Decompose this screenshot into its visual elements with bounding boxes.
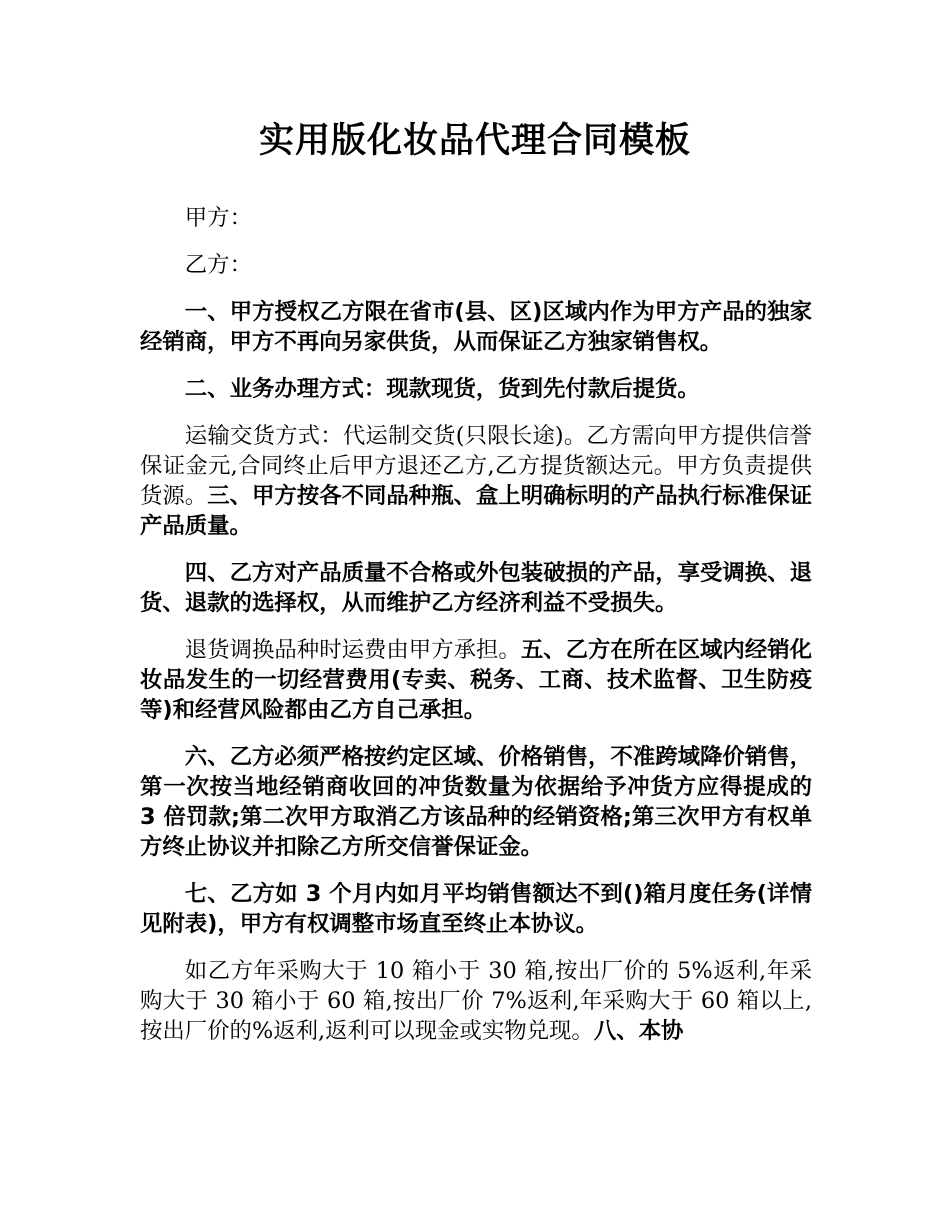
clause-3: 三、甲方按各不同品种瓶、盒上明确标明的产品执行标准保证产品质量。 bbox=[140, 483, 813, 539]
party-a-line: 甲方： bbox=[184, 205, 252, 231]
clause-4: 四、乙方对产品质量不合格或外包装破损的产品，享受调换、退货、退款的选择权，从而维护乙方经济利益不受损失。 bbox=[140, 560, 812, 616]
clause-5: 五、乙方在所在区域内经销化妆品发生的一切经营费用(专卖、税务、工商、技术监督、卫生防疫等)和经营风险都由乙方自己承担。 bbox=[140, 637, 813, 723]
clause-6: 六、乙方必须严格按约定区域、价格销售，不准跨域降价销售，第一次按当地经销商收回的冲货数量为依据给予冲货方应得提成的 3 倍罚款;第二次甲方取消乙方该品种的经销资格;第三次甲方有权单方终止协议并扣除乙方所交信誉保证金。 bbox=[140, 744, 812, 860]
transport-text: 运输交货方式：代运制交货(只限长途)。乙方需向甲方提供信誉保证金元,合同终止后甲方退还乙方,乙方提货额达元。甲方负责提供货源。 bbox=[140, 423, 812, 509]
document-body bbox=[140, 203, 812, 1063]
return-paragraph bbox=[140, 635, 812, 725]
return-text: 退货调换品种时运费由甲方承担。 bbox=[184, 637, 521, 663]
party-b-line: 乙方： bbox=[184, 252, 252, 278]
document-title: 实用版化妆品代理合同模板 bbox=[258, 121, 691, 161]
rebate-paragraph bbox=[140, 956, 812, 1046]
clause-2: 二、业务办理方式：现款现货，货到先付款后提货。 bbox=[184, 376, 700, 402]
clause-1: 一、甲方授权乙方限在省市(县、区)区域内作为甲方产品的独家经销商，甲方不再向另家供货，从而保证乙方独家销售权。 bbox=[140, 299, 812, 355]
rebate-text: 如乙方年采购大于 10 箱小于 30 箱,按出厂价的 5%返利,年采购大于 30 箱小于 60 箱,按出厂价 7%返利,年采购大于 60 箱以上,按出厂价的%返利,返利可以现金或实物兑现。 bbox=[140, 958, 812, 1044]
transport-paragraph bbox=[140, 421, 812, 541]
clause-8-start: 八、本协 bbox=[593, 1018, 684, 1044]
clause-7: 七、乙方如 3 个月内如月平均销售额达不到()箱月度任务(详情见附表)，甲方有权调整市场直至终止本协议。 bbox=[140, 881, 812, 937]
